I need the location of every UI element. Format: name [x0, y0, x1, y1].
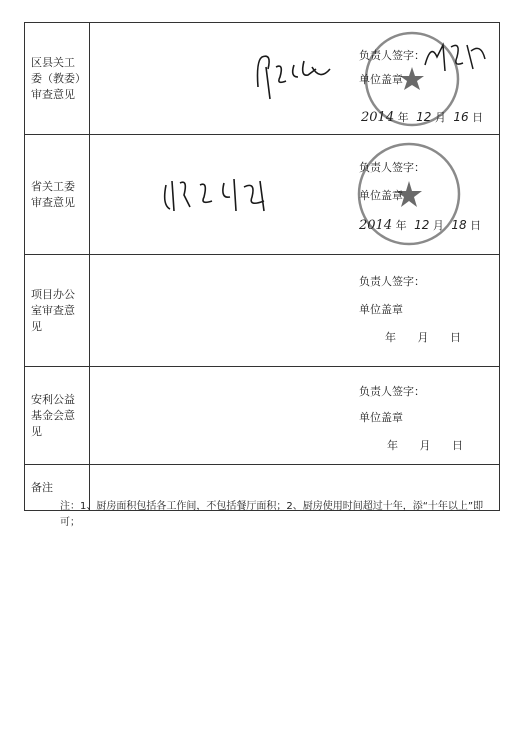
- sign-label-1: 负责人签字：: [359, 49, 425, 62]
- day-suffix-4: 日: [452, 439, 463, 452]
- sign-label-2: 负责人签字：: [359, 161, 425, 174]
- day-suffix-1: 日: [472, 111, 484, 124]
- label-province-review: 省关工委 审查意见: [25, 135, 90, 255]
- day-suffix-2: 日: [470, 219, 482, 232]
- date-day-1: 16: [453, 110, 469, 124]
- sign-area-1: [359, 43, 499, 123]
- sign-area-3: [359, 273, 499, 353]
- date-year-1: 2014: [361, 110, 395, 125]
- stamp-label-4: 单位盖章: [359, 411, 403, 424]
- label-foundation-review: 安利公益 基金会意 见: [25, 367, 90, 465]
- date-month-1: 12: [416, 110, 432, 124]
- stamp-label-1: 单位盖章: [359, 73, 403, 86]
- date-line-2: [359, 217, 481, 233]
- row-foundation-review: [25, 367, 500, 465]
- sign-area-2: [359, 155, 499, 235]
- content-foundation-review: [90, 367, 500, 465]
- month-suffix-4: 月: [419, 439, 431, 452]
- label-project-office-review: 项目办公 室审查意 见: [25, 255, 90, 367]
- date-year-2: 2014: [359, 218, 393, 233]
- date-line-4: [387, 437, 463, 453]
- handwritten-opinion-2: [160, 171, 280, 219]
- footnote: 注：1、厨房面积包括各工作间，不包括餐厅面积；2、厨房使用时间超过十年，添“十年以上”即可；: [60, 501, 484, 528]
- year-suffix-4: 年: [387, 439, 398, 452]
- month-suffix-2: 月: [432, 219, 444, 232]
- review-form-table: [24, 22, 500, 511]
- handwritten-signature-1: [421, 37, 491, 77]
- stamp-label-2: 单位盖章: [359, 189, 403, 202]
- date-line-3: [385, 329, 461, 345]
- year-suffix-3: 年: [385, 331, 396, 344]
- sign-label-3: 负责人签字：: [359, 275, 425, 288]
- date-day-2: 18: [451, 218, 467, 232]
- handwritten-opinion-1: [250, 47, 340, 107]
- year-suffix-2: 年: [395, 219, 407, 232]
- sign-area-4: [359, 383, 499, 455]
- date-month-2: 12: [414, 218, 430, 232]
- sign-label-4: 负责人签字：: [359, 385, 425, 398]
- row-province-review: [25, 135, 500, 255]
- month-suffix-3: 月: [417, 331, 429, 344]
- label-remarks: 备注: [25, 465, 90, 511]
- row-district-review: [25, 23, 500, 135]
- content-province-review: [90, 135, 500, 255]
- stamp-label-3: 单位盖章: [359, 303, 403, 316]
- date-line-1: [361, 109, 483, 125]
- day-suffix-3: 日: [450, 331, 461, 344]
- row-project-office-review: [25, 255, 500, 367]
- content-project-office-review: [90, 255, 500, 367]
- month-suffix-1: 月: [434, 111, 446, 124]
- label-district-review: 区县关工 委（教委） 审查意见: [25, 23, 90, 135]
- year-suffix-1: 年: [397, 111, 409, 124]
- content-district-review: [90, 23, 500, 135]
